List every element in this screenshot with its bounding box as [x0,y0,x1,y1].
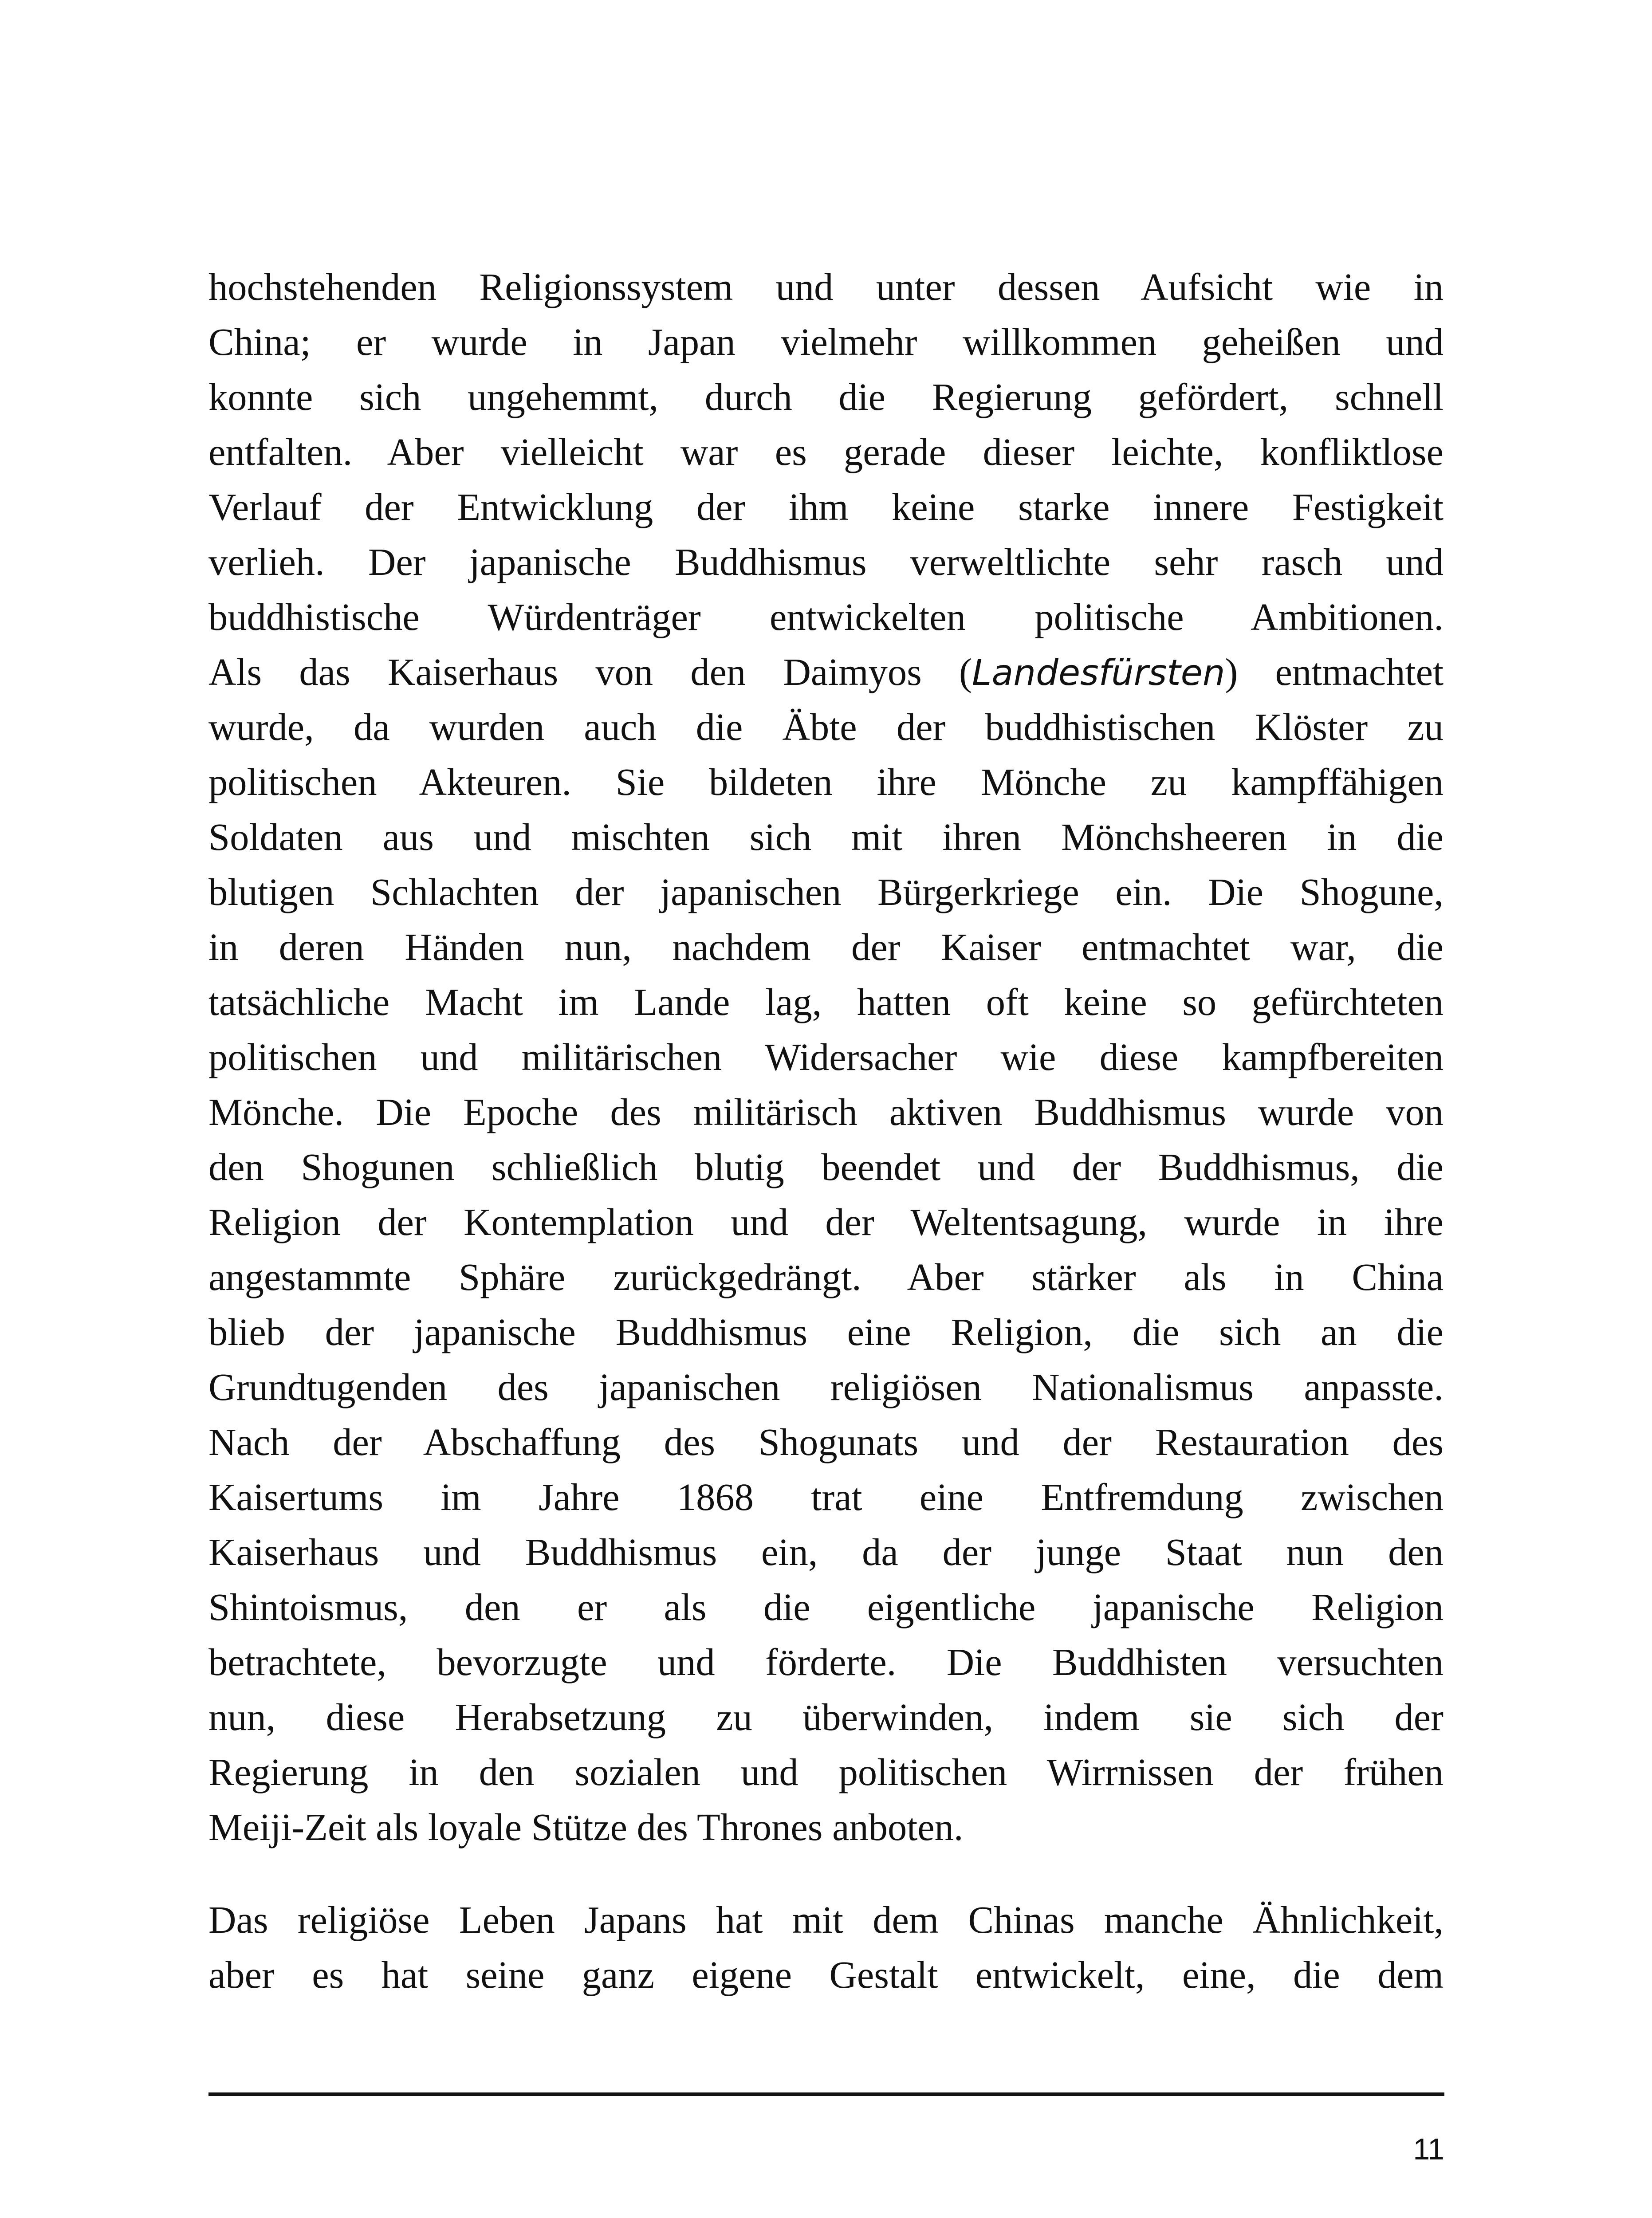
text-line: Das religiöse Leben Japans hat mit dem Chinas manche Ähnlichkeit, [208,1899,1444,1941]
footer-rule [208,2092,1444,2096]
paragraph-1 [208,260,1444,1855]
text-line: Grundtugenden des japanischen religiösen Nationalismus anpasste. [208,1366,1444,1408]
text-segment: Als das Kaiserhaus von den Daimyos ( [208,651,972,693]
text-line: Regierung in den sozialen und politischen Wirrnissen der frühen [208,1751,1444,1793]
text-line: Mönche. Die Epoche des militärisch aktiven Buddhismus wurde von [208,1091,1444,1133]
text-line: in deren Händen nun, nachdem der Kaiser entmachtet war, die [208,926,1444,968]
text-line: blutigen Schlachten der japanischen Bürgerkriege ein. Die Shogune, [208,871,1444,913]
text-line: blieb der japanische Buddhismus eine Religion, die sich an die [208,1311,1444,1353]
paragraph-2 [208,1892,1444,2002]
text-line: Nach der Abschaffung des Shogunats und der Restauration des [208,1421,1444,1463]
text-line: Religion der Kontemplation und der Weltentsagung, wurde in ihre [208,1201,1444,1243]
text-line: Meiji-Zeit als loyale Stütze des Thrones anboten. [208,1806,964,1848]
text-line: Shintoismus, den er als die eigentliche japanische Religion [208,1586,1444,1628]
text-line: tatsächliche Macht im Lande lag, hatten oft keine so gefürchteten [208,981,1444,1023]
text-line: politischen Akteuren. Sie bildeten ihre Mönche zu kampffähigen [208,761,1444,803]
text-line: wurde, da wurden auch die Äbte der buddhistischen Klöster zu [208,706,1444,748]
text-line: Kaisertums im Jahre 1868 trat eine Entfremdung zwischen [208,1476,1444,1518]
text-line: betrachtete, bevorzugte und förderte. Die Buddhisten versuchten [208,1641,1444,1683]
text-line: aber es hat seine ganz eigene Gestalt entwickelt, eine, die dem [208,1954,1444,1996]
text-line: hochstehenden Religionssystem und unter dessen Aufsicht wie in [208,266,1444,308]
text-line: Soldaten aus und mischten sich mit ihren Mönchsheeren in die [208,816,1444,858]
text-line: politischen und militärischen Widersacher wie diese kampfbereiten [208,1036,1444,1078]
text-line: Kaiserhaus und Buddhismus ein, da der junge Staat nun den [208,1531,1444,1573]
page-number: 11 [1413,2132,1444,2166]
emphasized-term: Landesfürsten [972,652,1225,693]
text-line: konnte sich ungehemmt, durch die Regierung gefördert, schnell [208,376,1444,418]
text-line: nun, diese Herabsetzung zu überwinden, indem sie sich der [208,1696,1444,1738]
text-line: den Shogunen schließlich blutig beendet und der Buddhismus, die [208,1146,1444,1188]
text-line: angestammte Sphäre zurückgedrängt. Aber stärker als in China [208,1256,1444,1298]
text-line: Verlauf der Entwicklung der ihm keine starke innere Festigkeit [208,486,1444,528]
text-segment: ) entmachtet [1225,651,1444,693]
text-line-with-emphasis [208,645,1444,700]
text-line: entfalten. Aber vielleicht war es gerade dieser leichte, konfliktlose [208,431,1444,473]
text-line: China; er wurde in Japan vielmehr willkommen geheißen und [208,321,1444,363]
text-line: verlieh. Der japanische Buddhismus verweltlichte sehr rasch und [208,541,1444,583]
text-line: buddhistische Würdenträger entwickelten politische Ambitionen. [208,596,1444,638]
